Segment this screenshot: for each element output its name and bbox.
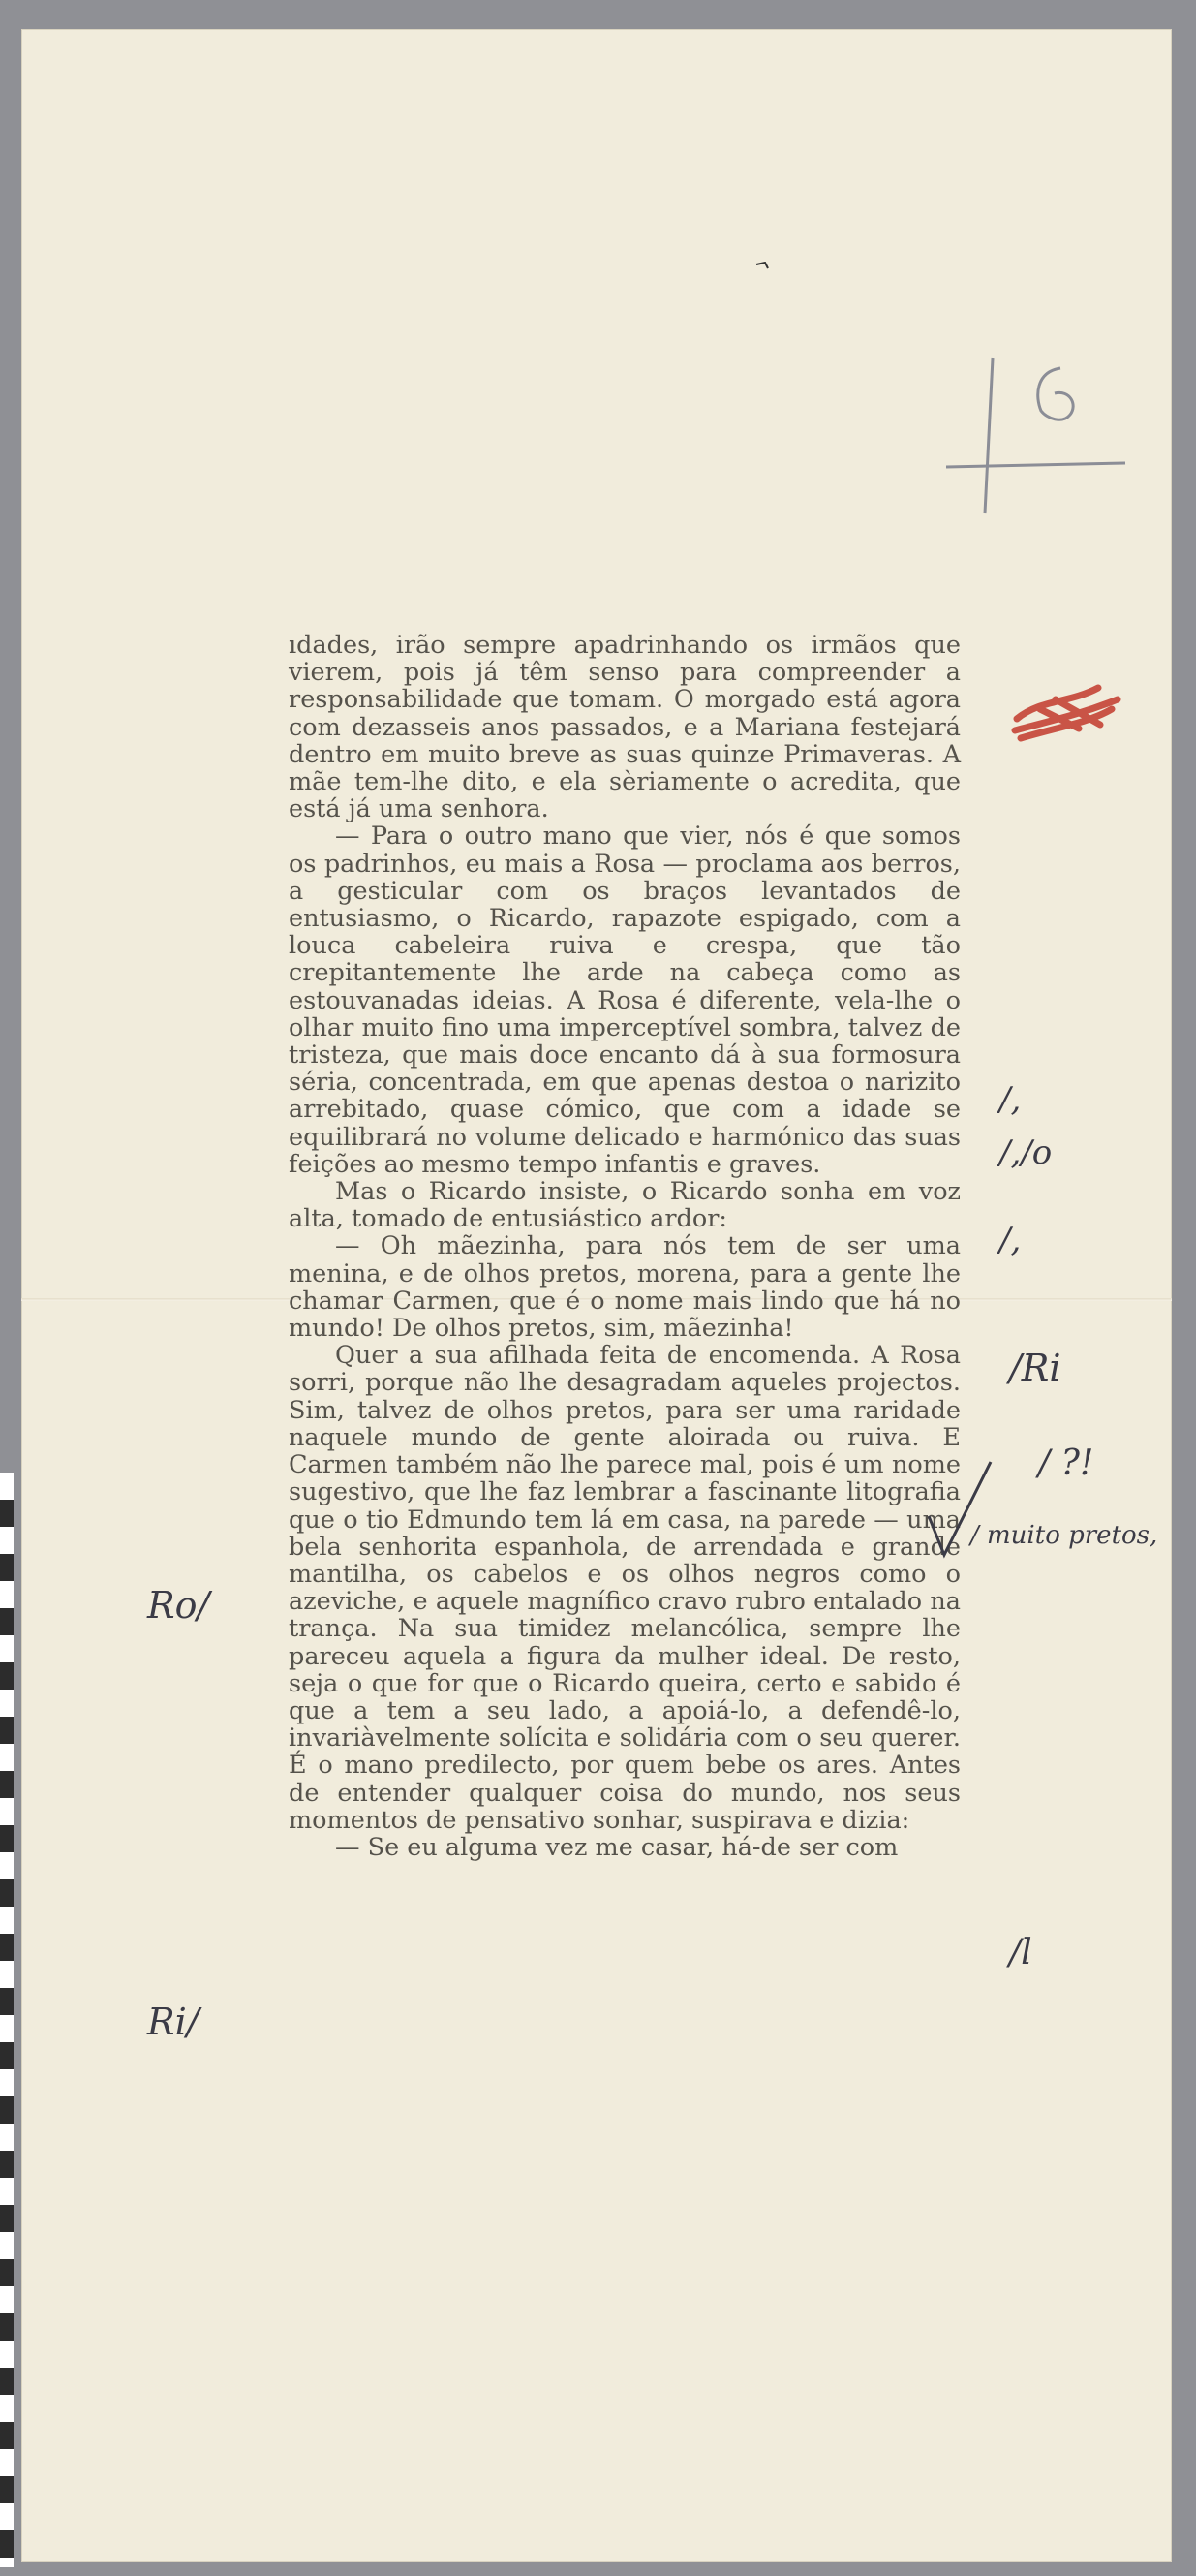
paragraph: ıdades, irão sempre apadrinhando os irmãos que vierem, pois já têm senso para compreender a responsabilidade que tomam. O morgado está agora com dezasseis anos passados, e a Mariana festejará dentro em muito breve as suas quinze Primaveras. A mãe tem-lhe dito, e ela sèriamente o acredita, que está já uma senhora. [289,631,961,824]
margin-note-right: /, [999,1080,1022,1119]
document-page [21,29,1172,2562]
margin-note-right: /l [1009,1933,1032,1972]
margin-note-right: /Ri [1009,1347,1061,1389]
paragraph: — Para o outro mano que vier, nós é que somos os padrinhos, eu mais a Rosa — proclama aos berros, a gesticular com os braços levantados de entusiasmo, o Ricardo, rapazote espigado, com a louca cabeleira ruiva e crespa, que tão crepitantemente lhe arde na cabeça como as estouvanadas ideias. A Rosa é diferente, vela-lhe o olhar muito fino uma imperceptível sombra, talvez de tristeza, que mais doce encanto dá à sua formosura séria, concentrada, em que apenas destoa o narizito arrebitado, quase cómico, que com a idade se equilibrará no volume delicado e harmónico das suas feições ao mesmo tempo infantis e graves. [289,822,961,1179]
margin-note-left: Ro/ [147,1584,210,1627]
margin-note-right: / muito pretos, [970,1521,1158,1550]
checkmark-icon [927,1458,995,1565]
corner-number-text: 15 [1004,373,1025,391]
margin-note-right: / ?! [1038,1443,1094,1483]
color-calibration-strip [0,1473,14,2567]
margin-note-right: /, [999,1221,1022,1259]
typed-body-text [289,632,961,1861]
paragraph: — Se eu alguma vez me casar, há-de ser com [335,1832,899,1862]
margin-note-right: /,/o [999,1133,1053,1172]
page-number-mark [946,329,1140,523]
paragraph: Mas o Ricardo insiste, o Ricardo sonha em voz alta, tomado de entusiástico ardor: [289,1177,961,1234]
margin-note-left: Ri/ [147,2001,199,2043]
red-crayon-mark [1011,670,1127,748]
ink-speck-icon [755,262,769,269]
paragraph: — Oh mãezinha, para nós tem de ser uma menina, e de olhos pretos, morena, para a gente lhe chamar Carmen, que é o nome mais lindo que há no mundo! De olhos pretos, sim, mãezinha! [289,1231,961,1344]
paragraph: Quer a sua afilhada feita de encomenda. A Rosa sorri, porque não lhe desagradam aqueles projectos. Sim, talvez de olhos pretos, para ser uma raridade naquele mundo de gente aloirada ou ruiva. E Carmen também não lhe parece mal, pois é um nome sugestivo, que lhe faz lembrar a fascinante litografia que o tio Edmundo tem lá em casa, na parede — uma bela senhorita espanhola, de arrendada e grande mantilha, os cabelos e os olhos negros como o azeviche, e aquele magnífico cravo rubro entalado na trança. Na sua timidez melancólica, sempre lhe pareceu aquela a figura da mulher ideal. De resto, seja o que for que o Ricardo queira, certo e sabido é que a tem a seu lado, a apoiá-lo, a defendê-lo, invariàvelmente solícita e solidária com o seu querer. É o mano predilecto, por quem bebe os ares. Antes de entender qualquer coisa do mundo, nos seus momentos de pensativo sonhar, suspirava e dizia: [289,1341,961,1835]
